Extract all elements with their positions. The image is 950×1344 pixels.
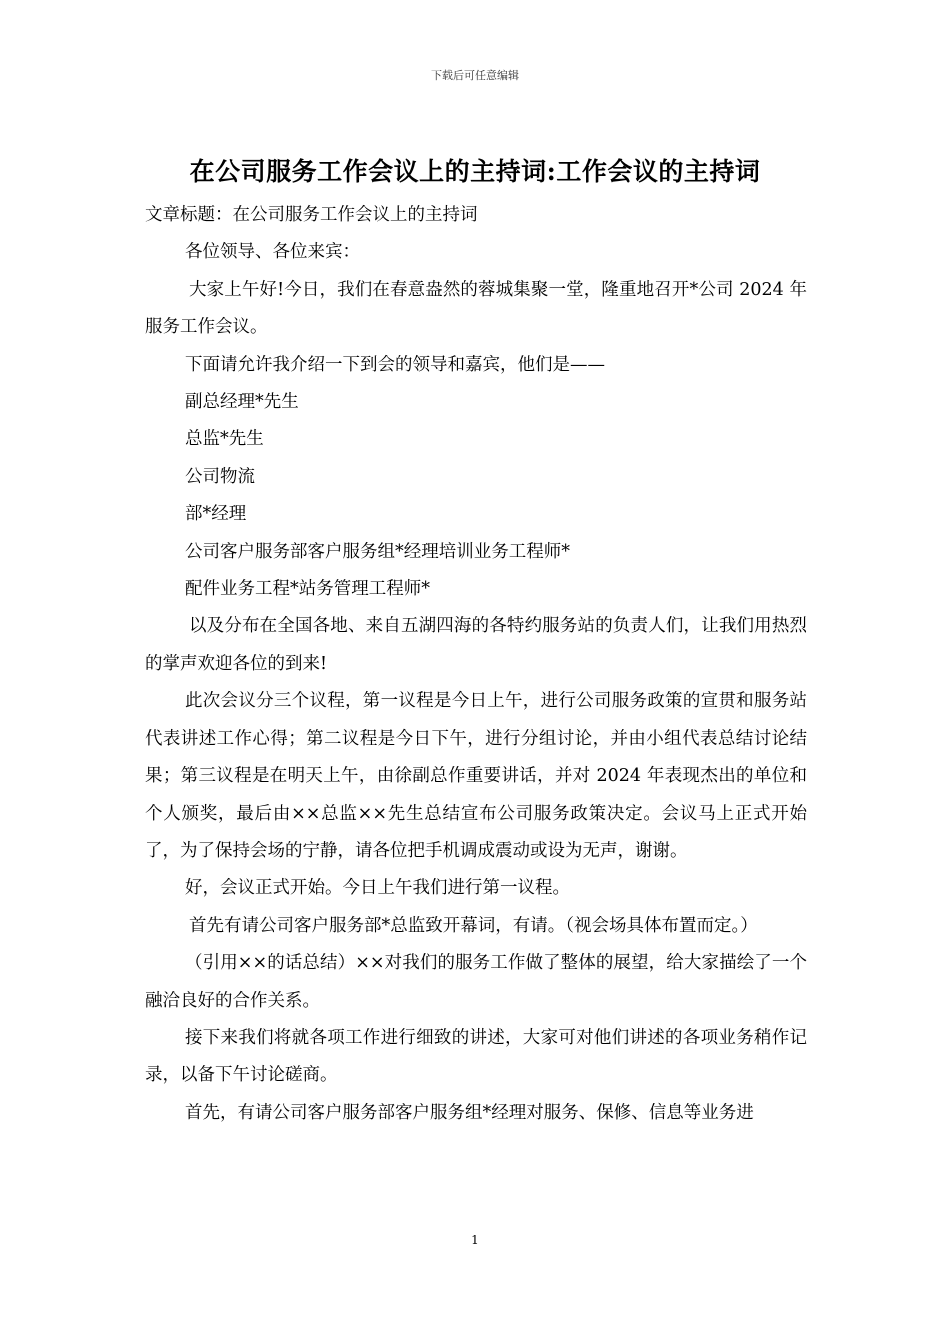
- list-item-guest: 副总经理*先生: [185, 392, 299, 413]
- paragraph-introduction: 下面请允许我介绍一下到会的领导和嘉宾，他们是——: [185, 354, 605, 375]
- list-item-guest: 公司客户服务部客户服务组*经理培训业务工程师*: [185, 541, 570, 562]
- paragraph-welcome: 以及分布在全国各地、来自五湖四海的各特约服务站的负责人们，让我们用热烈的掌声欢迎各位的到来!: [145, 616, 807, 674]
- list-item-guest: 公司物流: [185, 466, 255, 487]
- list-item-guest: 部*经理: [185, 504, 247, 525]
- document-body: [145, 197, 807, 1132]
- paragraph-article-title: 文章标题：在公司服务工作会议上的主持词: [145, 205, 478, 225]
- page-header: 下载后可任意编辑: [431, 69, 519, 82]
- list-item-guest: 配件业务工程*站务管理工程师*: [185, 579, 430, 600]
- paragraph-agenda: 此次会议分三个议程，第一议程是今日上午，进行公司服务政策的宣贯和服务站代表讲述工作心得；第二议程是今日下午，进行分组讨论，并由小组代表总结讨论结果；第三议程是在明天上午，由徐副总作重要讲话，并对 2024 年表现杰出的单位和个人颁奖，最后由××总监××先生总结宣布公司服务政策决定。会议马上正式开始了，为了保持会场的宁静，请各位把手机调成震动或设为无声，谢谢。: [145, 691, 807, 861]
- paragraph-opening: 大家上午好!今日，我们在春意盎然的蓉城集聚一堂，隆重地召开*公司 2024 年服务工作会议。: [145, 279, 807, 338]
- paragraph-next: 接下来我们将就各项工作进行细致的讲述，大家可对他们讲述的各项业务稍作记录，以备下午讨论磋商。: [145, 1027, 807, 1086]
- paragraph-meeting-start: 好，会议正式开始。今日上午我们进行第一议程。: [185, 878, 570, 899]
- list-item-guest: 总监*先生: [185, 429, 264, 450]
- page-number: 1: [471, 1233, 479, 1247]
- paragraph-opening-speech: 首先有请公司客户服务部*总监致开幕词，有请。（视会场具体布置而定。）: [189, 915, 758, 936]
- document-title: 在公司服务工作会议上的主持词:工作会议的主持词: [189, 157, 761, 186]
- paragraph-greeting: 各位领导、各位来宾：: [185, 242, 360, 263]
- paragraph-summary: （引用××的话总结）××对我们的服务工作做了整体的展望，给大家描绘了一个融洽良好的合作关系。: [145, 953, 807, 1011]
- paragraph-first-speaker: 首先，有请公司客户服务部客户服务组*经理对服务、保修、信息等业务进: [185, 1102, 754, 1123]
